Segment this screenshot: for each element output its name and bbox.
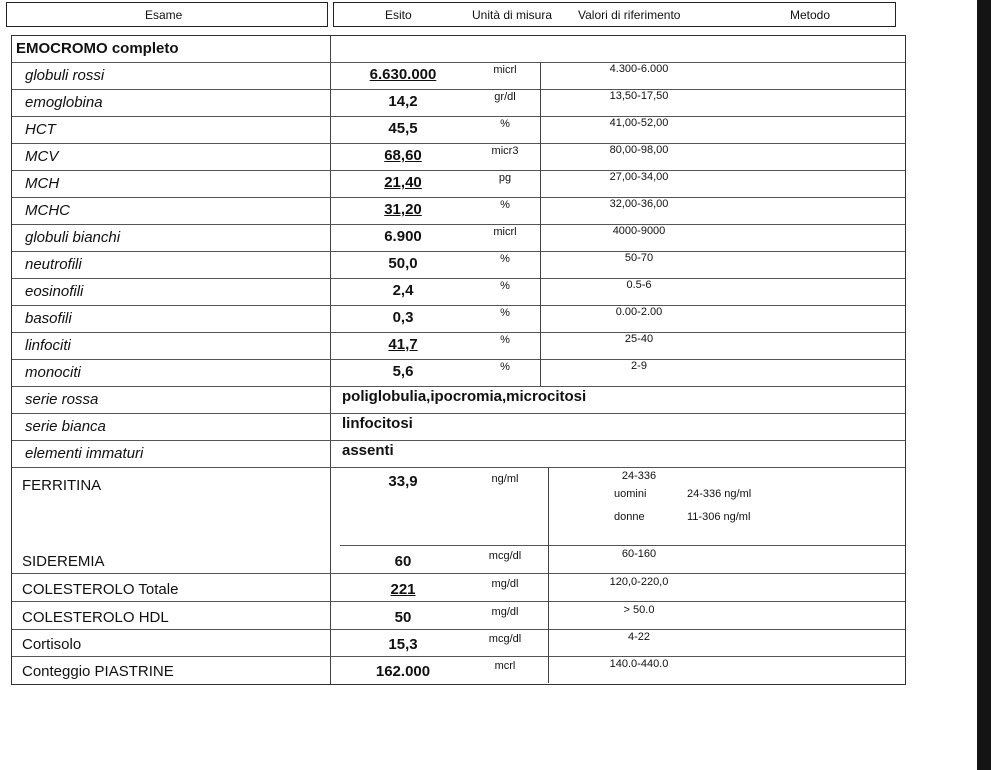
test-unit: mcg/dl bbox=[488, 633, 522, 645]
test-value: 60 bbox=[394, 553, 412, 570]
test-value: 68,60 bbox=[384, 147, 422, 164]
test-reference: 50-70 bbox=[624, 252, 654, 264]
test-unit: mg/dl bbox=[491, 606, 519, 618]
test-reference: 2-9 bbox=[631, 360, 647, 372]
test-reference: 4.300-6.000 bbox=[609, 63, 669, 75]
test-unit: % bbox=[500, 253, 510, 265]
test-name: basofili bbox=[25, 310, 72, 327]
row-separator bbox=[12, 332, 905, 333]
test-unit: % bbox=[500, 280, 510, 292]
test-unit: mcg/dl bbox=[488, 550, 522, 562]
unit-divider bbox=[548, 601, 549, 629]
test-value: 221 bbox=[390, 581, 416, 598]
test-reference: 4000-9000 bbox=[612, 225, 666, 237]
unit-divider bbox=[540, 224, 541, 251]
unit-divider bbox=[540, 143, 541, 170]
test-name: MCV bbox=[25, 148, 59, 165]
ref-donne-value: 11-306 ng/ml bbox=[687, 511, 751, 523]
test-value: 5,6 bbox=[392, 363, 414, 380]
row-separator bbox=[12, 359, 905, 360]
test-value: 21,40 bbox=[384, 174, 422, 191]
test-unit: % bbox=[500, 118, 510, 130]
test-unit: pg bbox=[498, 172, 512, 184]
test-name: MCH bbox=[25, 175, 60, 192]
header-esito: Esito bbox=[385, 8, 412, 22]
test-value: 14,2 bbox=[388, 93, 418, 110]
test-value: 50,0 bbox=[388, 255, 418, 272]
test-name: Conteggio PIASTRINE bbox=[22, 663, 174, 680]
unit-divider bbox=[540, 62, 541, 89]
ref-donne-label: donne bbox=[614, 511, 645, 523]
test-name: COLESTEROLO HDL bbox=[22, 609, 169, 626]
row-separator bbox=[12, 89, 905, 90]
test-reference: 0.5-6 bbox=[626, 279, 652, 291]
row-separator bbox=[12, 386, 905, 387]
section-title: EMOCROMO completo bbox=[16, 40, 179, 57]
unit-divider bbox=[548, 628, 549, 656]
test-value: 6.900 bbox=[384, 228, 422, 245]
test-value: 50 bbox=[394, 609, 412, 626]
test-result-text: poliglobulia,ipocromia,microcitosi bbox=[342, 388, 587, 405]
row-separator bbox=[12, 251, 905, 252]
ref-uomini-value: 24-336 ng/ml bbox=[687, 488, 752, 500]
test-reference: 120,0-220,0 bbox=[609, 576, 669, 588]
test-unit: % bbox=[500, 361, 510, 373]
unit-divider bbox=[548, 655, 549, 683]
test-name: emoglobina bbox=[25, 94, 103, 111]
unit-divider bbox=[548, 573, 549, 601]
test-unit: mg/dl bbox=[491, 578, 519, 590]
test-result-text: assenti bbox=[342, 442, 394, 459]
test-reference: 60-160 bbox=[621, 548, 657, 560]
table-divider bbox=[330, 36, 331, 684]
test-value: 15,3 bbox=[388, 636, 418, 653]
test-result-text: linfocitosi bbox=[342, 415, 413, 432]
test-reference: 24-336 bbox=[621, 470, 657, 482]
unit-divider bbox=[540, 116, 541, 143]
test-value: 0,3 bbox=[392, 309, 414, 326]
test-name: FERRITINA bbox=[22, 477, 102, 494]
row-separator bbox=[12, 413, 905, 414]
header-esame: Esame bbox=[145, 8, 183, 22]
unit-divider bbox=[548, 467, 549, 545]
row-separator bbox=[12, 278, 905, 279]
test-value: 162.000 bbox=[375, 663, 431, 680]
test-reference: 140.0-440.0 bbox=[609, 658, 669, 670]
test-reference: 13,50-17,50 bbox=[609, 90, 669, 102]
test-name: monociti bbox=[25, 364, 81, 381]
header-valori: Valori di riferimento bbox=[578, 8, 681, 22]
row-separator bbox=[12, 601, 905, 602]
test-name: globuli rossi bbox=[25, 67, 105, 84]
unit-divider bbox=[540, 89, 541, 116]
test-name: elementi immaturi bbox=[25, 445, 144, 462]
test-unit: gr/dl bbox=[494, 91, 516, 103]
test-name: serie bianca bbox=[25, 418, 106, 435]
row-separator bbox=[12, 573, 905, 574]
unit-divider bbox=[540, 251, 541, 278]
test-reference: 27,00-34,00 bbox=[609, 171, 669, 183]
test-value: 41,7 bbox=[388, 336, 418, 353]
row-separator bbox=[12, 170, 905, 171]
unit-divider bbox=[548, 545, 549, 573]
test-name: HCT bbox=[25, 121, 56, 138]
header-right-box bbox=[333, 2, 896, 27]
test-reference: 25-40 bbox=[624, 333, 654, 345]
test-unit: micr3 bbox=[491, 145, 519, 157]
test-unit: % bbox=[500, 307, 510, 319]
row-separator bbox=[12, 224, 905, 225]
test-reference: 32,00-36,00 bbox=[609, 198, 669, 210]
test-unit: micrl bbox=[493, 226, 517, 238]
test-name: Cortisolo bbox=[22, 636, 82, 653]
test-unit: % bbox=[500, 199, 510, 211]
test-reference: 41,00-52,00 bbox=[609, 117, 669, 129]
unit-divider bbox=[540, 170, 541, 197]
unit-divider bbox=[540, 305, 541, 332]
test-unit: ng/ml bbox=[491, 473, 519, 485]
test-reference: 0.00-2.00 bbox=[615, 306, 663, 318]
test-value: 33,9 bbox=[388, 473, 418, 490]
unit-divider bbox=[540, 359, 541, 386]
test-reference: 4-22 bbox=[627, 631, 651, 643]
header-esame-box bbox=[6, 2, 328, 27]
header-metodo: Metodo bbox=[790, 8, 831, 22]
row-separator bbox=[12, 467, 905, 468]
row-separator bbox=[12, 62, 905, 63]
test-name: COLESTEROLO Totale bbox=[22, 581, 179, 598]
test-name: eosinofili bbox=[25, 283, 84, 300]
row-separator bbox=[12, 629, 905, 630]
test-unit: micrl bbox=[493, 64, 517, 76]
unit-divider bbox=[540, 197, 541, 224]
row-separator bbox=[12, 440, 905, 441]
test-name: globuli bianchi bbox=[25, 229, 121, 246]
row-separator bbox=[12, 116, 905, 117]
test-name: neutrofili bbox=[25, 256, 82, 273]
row-separator bbox=[12, 656, 905, 657]
ref-uomini-label: uomini bbox=[614, 488, 647, 500]
test-reference: 80,00-98,00 bbox=[609, 144, 669, 156]
test-name: serie rossa bbox=[25, 391, 99, 408]
test-name: linfociti bbox=[25, 337, 71, 354]
header-unita: Unità di misura bbox=[472, 8, 553, 22]
test-reference: > 50.0 bbox=[623, 604, 655, 616]
row-separator bbox=[12, 197, 905, 198]
test-unit: % bbox=[500, 334, 510, 346]
scan-edge bbox=[977, 0, 991, 770]
test-unit: mcrl bbox=[494, 660, 516, 672]
row-separator bbox=[12, 143, 905, 144]
test-value: 2,4 bbox=[392, 282, 414, 299]
unit-divider bbox=[540, 278, 541, 305]
test-name: MCHC bbox=[25, 202, 70, 219]
test-value: 45,5 bbox=[388, 120, 418, 137]
unit-divider bbox=[540, 332, 541, 359]
test-name: SIDEREMIA bbox=[22, 553, 105, 570]
test-value: 6.630.000 bbox=[369, 66, 437, 83]
row-separator bbox=[12, 305, 905, 306]
test-value: 31,20 bbox=[384, 201, 422, 218]
row-separator bbox=[340, 545, 905, 546]
